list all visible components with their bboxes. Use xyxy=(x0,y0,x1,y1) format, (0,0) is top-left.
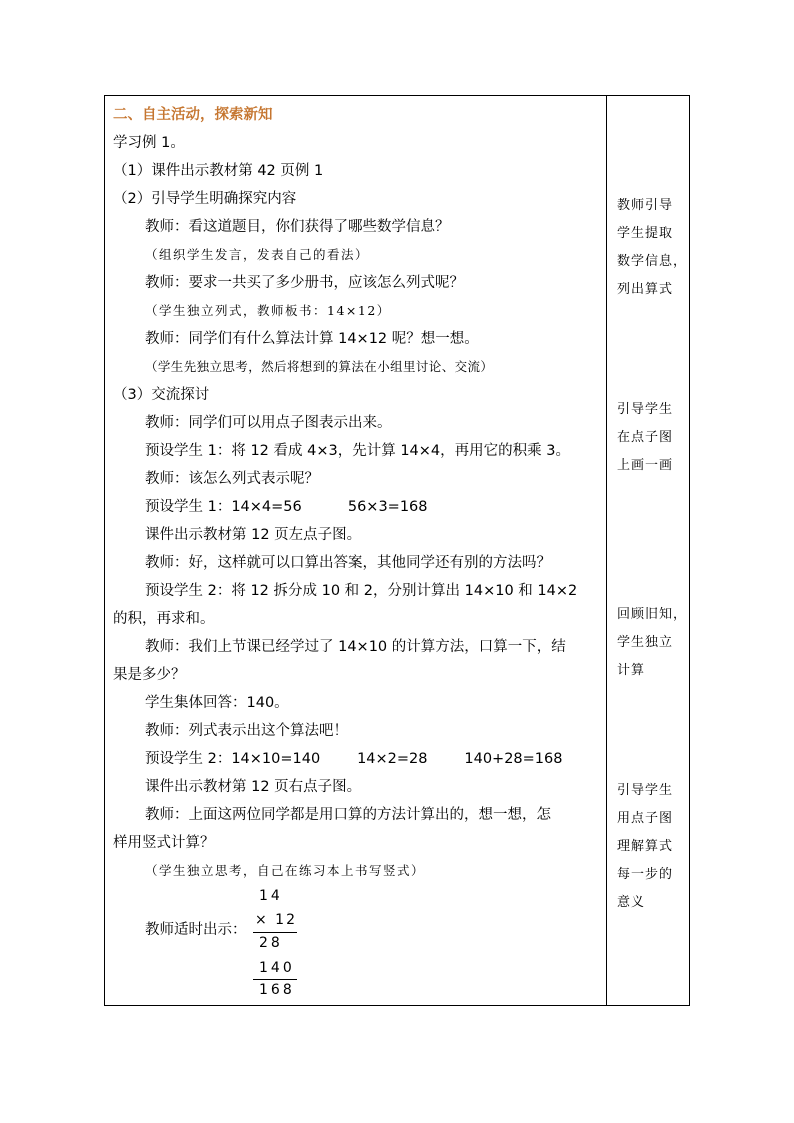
text-line: （2）引导学生明确探究内容 xyxy=(113,191,297,207)
text-line: 预设学生 1：14×4=56 56×3=168 xyxy=(145,499,428,515)
note-line: （学生独立列式，教师板书：14×12） xyxy=(145,303,391,318)
text-line: （1）课件出示教材第 42 页例 1 xyxy=(113,163,324,179)
text-line: 教师：同学们有什么算法计算 14×12 呢？想一想。 xyxy=(145,331,479,347)
note-line: 数学信息， xyxy=(617,254,688,269)
text-line: 教师：上面这两位同学都是用口算的方法计算出的，想一想，怎 xyxy=(145,807,551,823)
text-line: 教师：要求一共买了多少册书，应该怎么列式呢？ xyxy=(145,275,464,291)
note-line: （组织学生发言，发表自己的看法） xyxy=(145,247,370,262)
note-line: 列出算式 xyxy=(617,282,674,297)
text-line: （3）交流探讨 xyxy=(113,387,210,403)
text-line: 教师：同学们可以用点子图表示出来。 xyxy=(145,415,392,431)
text-line: 课件出示教材第 12 页右点子图。 xyxy=(145,779,362,795)
note-line: 计算 xyxy=(617,663,646,678)
note-line: 上画一画 xyxy=(617,458,674,473)
lesson-table xyxy=(104,95,690,1006)
note-line: 回顾旧知， xyxy=(617,607,688,622)
text-line: 教师：我们上节课已经学过了 14×10 的计算方法，口算一下，结 xyxy=(145,639,566,655)
main-column xyxy=(105,96,606,1005)
text-line: 的积，再求和。 xyxy=(113,611,215,627)
note-line: 引导学生 xyxy=(617,783,674,798)
side-note xyxy=(617,601,687,685)
note-line: （学生独立思考，自己在练习本上书写竖式） xyxy=(145,863,426,878)
vertical-row: × 12 xyxy=(255,912,297,928)
vertical-row: 168 xyxy=(259,982,295,998)
section-heading: 二、自主活动，探索新知 xyxy=(113,107,273,123)
text-line: 教师适时出示： xyxy=(145,922,247,938)
note-line: 学生独立 xyxy=(617,635,674,650)
text-line: 学习例 1。 xyxy=(113,135,185,151)
text-line: 预设学生 1：将 12 看成 4×3，先计算 14×4，再用它的积乘 3。 xyxy=(145,443,570,459)
text-line: 果是多少？ xyxy=(113,667,186,683)
note-line: （学生先独立思考，然后将想到的算法在小组里讨论、交流） xyxy=(145,359,494,374)
text-line: 预设学生 2：14×10=140 14×2=28 140+28=168 xyxy=(145,751,563,767)
text-line: 教师：好，这样就可以口算出答案，其他同学还有别的方法吗？ xyxy=(145,555,551,571)
side-note xyxy=(617,396,673,480)
note-line: 在点子图 xyxy=(617,430,674,445)
side-note xyxy=(617,192,687,304)
text-line: 预设学生 2：将 12 拆分成 10 和 2，分别计算出 14×10 和 14×2 xyxy=(145,583,578,599)
note-line: 学生提取 xyxy=(617,226,674,241)
side-note xyxy=(617,777,673,917)
vertical-row: 14 xyxy=(259,888,283,904)
note-line: 理解算式 xyxy=(617,839,674,854)
text-line: 教师：看这道题目，你们获得了哪些数学信息？ xyxy=(145,219,450,235)
note-line: 意义 xyxy=(617,895,646,910)
vertical-row: 28 xyxy=(259,935,283,951)
note-line: 引导学生 xyxy=(617,402,674,417)
text-line: 学生集体回答：140。 xyxy=(145,695,289,711)
text-line: 教师：该怎么列式表示呢？ xyxy=(145,471,319,487)
text-line: 教师：列式表示出这个算法吧！ xyxy=(145,723,348,739)
text-line: 样用竖式计算？ xyxy=(113,835,215,851)
vertical-row: 140 xyxy=(259,960,295,976)
text-line: 课件出示教材第 12 页左点子图。 xyxy=(145,527,362,543)
note-line: 教师引导 xyxy=(617,198,674,213)
note-line: 每一步的 xyxy=(617,867,674,882)
note-line: 用点子图 xyxy=(617,811,674,826)
notes-column xyxy=(607,96,691,1005)
